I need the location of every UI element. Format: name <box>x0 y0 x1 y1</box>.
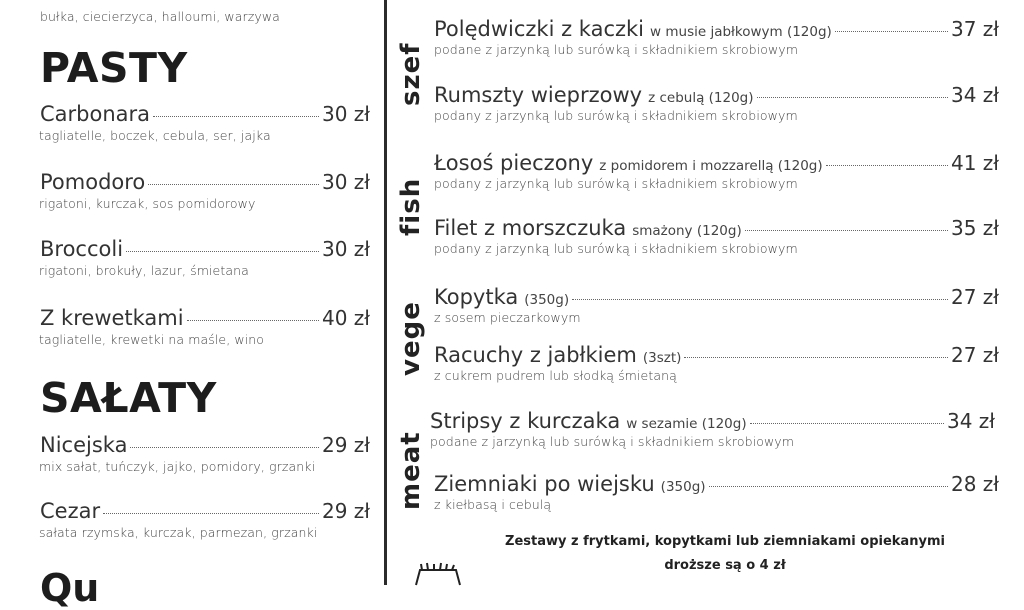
menu-item <box>434 285 999 325</box>
top-item-description: bułka, ciecierzyca, halloumi, warzywa <box>40 9 280 24</box>
item-name: Kopytka <box>434 285 519 309</box>
section-title-salaty: SAŁATY <box>40 374 217 422</box>
item-price: 35 zł <box>951 216 999 240</box>
menu-item <box>434 343 999 383</box>
fries-icon <box>410 562 466 585</box>
item-name: Cezar <box>40 499 101 523</box>
menu-item <box>434 472 999 512</box>
item-price: 41 zł <box>951 151 999 175</box>
dot-leader <box>153 116 319 117</box>
category-label-szef: szef <box>396 42 426 106</box>
dot-leader <box>826 165 948 166</box>
section-title-pasty: PASTY <box>40 44 188 92</box>
item-price: 29 zł <box>322 433 370 457</box>
menu-item <box>434 151 999 191</box>
right-column <box>390 0 1024 585</box>
menu-item <box>40 306 370 347</box>
menu-item <box>40 433 370 474</box>
left-column <box>0 0 380 610</box>
dot-leader <box>684 357 948 358</box>
item-price: 27 zł <box>951 285 999 309</box>
item-price: 34 zł <box>947 409 995 433</box>
footer-note-line1: Zestawy z frytkami, kopytkami lub ziemniakami opiekanymi <box>505 534 945 549</box>
item-name: Filet z morszczuka <box>434 216 627 240</box>
menu-item <box>434 216 999 256</box>
dot-leader <box>130 447 319 448</box>
section-title-partial: Qu <box>40 566 100 610</box>
menu-item <box>434 17 999 57</box>
item-description: podany z jarzynką lub surówką i składnikiem skrobiowym <box>434 176 798 191</box>
item-name: Carbonara <box>40 102 151 126</box>
item-description: rigatoni, brokuły, lazur, śmietana <box>39 263 249 278</box>
item-name: Nicejska <box>40 433 128 457</box>
item-description: podane z jarzynką lub surówką i składnikiem skrobiowym <box>430 434 795 449</box>
item-description: z kiełbasą i cebulą <box>434 497 552 512</box>
menu-item <box>40 237 370 278</box>
item-extra: w musie jabłkowym (120g) <box>650 24 832 40</box>
category-label-fish: fish <box>396 177 426 236</box>
menu-item <box>430 409 995 449</box>
item-description: tagliatelle, boczek, cebula, ser, jajka <box>39 128 271 143</box>
item-extra: z pomidorem i mozzarellą (120g) <box>599 158 823 174</box>
decorative-flourish-icon <box>600 0 690 6</box>
dot-leader <box>835 31 948 32</box>
item-description: podany z jarzynką lub surówką i składnikiem skrobiowym <box>434 241 798 256</box>
item-description: z sosem pieczarkowym <box>434 310 581 325</box>
item-price: 27 zł <box>951 343 999 367</box>
item-name: Stripsy z kurczaka <box>430 409 621 433</box>
item-name: Polędwiczki z kaczki <box>434 17 645 41</box>
dot-leader <box>126 251 319 252</box>
item-description: rigatoni, kurczak, sos pomidorowy <box>39 196 256 211</box>
dot-leader <box>745 230 948 231</box>
item-price: 30 zł <box>322 170 370 194</box>
item-description: mix sałat, tuńczyk, jajko, pomidory, grzanki <box>39 459 316 474</box>
item-description: sałata rzymska, kurczak, parmezan, grzanki <box>39 525 318 540</box>
column-divider <box>384 0 387 585</box>
item-description: z cukrem pudrem lub słodką śmietaną <box>434 368 677 383</box>
menu-item <box>40 499 370 540</box>
item-name: Ziemniaki po wiejsku <box>434 472 655 496</box>
item-price: 37 zł <box>951 17 999 41</box>
footer-note-line2: droższe są o 4 zł <box>664 558 786 573</box>
item-price: 30 zł <box>322 102 370 126</box>
item-extra: w sezamie (120g) <box>626 416 747 432</box>
item-extra: (350g) <box>524 292 570 308</box>
item-extra: smażony (120g) <box>632 223 742 239</box>
item-price: 30 zł <box>322 237 370 261</box>
item-name: Łosoś pieczony <box>434 151 594 175</box>
dot-leader <box>187 320 319 321</box>
item-name: Z krewetkami <box>40 306 184 330</box>
item-description: tagliatelle, krewetki na maśle, wino <box>39 332 265 347</box>
menu-item <box>40 170 370 211</box>
category-label-vege: vege <box>396 301 426 376</box>
dot-leader <box>103 513 319 514</box>
item-price: 28 zł <box>951 472 999 496</box>
category-label-meat: meat <box>396 431 426 510</box>
item-price: 34 zł <box>951 83 999 107</box>
dot-leader <box>709 486 948 487</box>
item-extra: z cebulą (120g) <box>648 90 754 106</box>
dot-leader <box>572 299 948 300</box>
item-description: podane z jarzynką lub surówką i składnikiem skrobiowym <box>434 42 799 57</box>
item-description: podany z jarzynką lub surówką i składnikiem skrobiowym <box>434 108 798 123</box>
item-extra: (3szt) <box>642 350 682 366</box>
dot-leader <box>757 97 948 98</box>
dot-leader <box>750 423 944 424</box>
item-name: Pomodoro <box>40 170 146 194</box>
menu-item <box>434 83 999 123</box>
item-name: Racuchy z jabłkiem <box>434 343 637 367</box>
item-price: 29 zł <box>322 499 370 523</box>
item-name: Rumszty wieprzowy <box>434 83 643 107</box>
item-name: Broccoli <box>40 237 124 261</box>
dot-leader <box>148 184 319 185</box>
item-extra: (350g) <box>660 479 706 495</box>
item-price: 40 zł <box>322 306 370 330</box>
menu-item <box>40 102 370 143</box>
